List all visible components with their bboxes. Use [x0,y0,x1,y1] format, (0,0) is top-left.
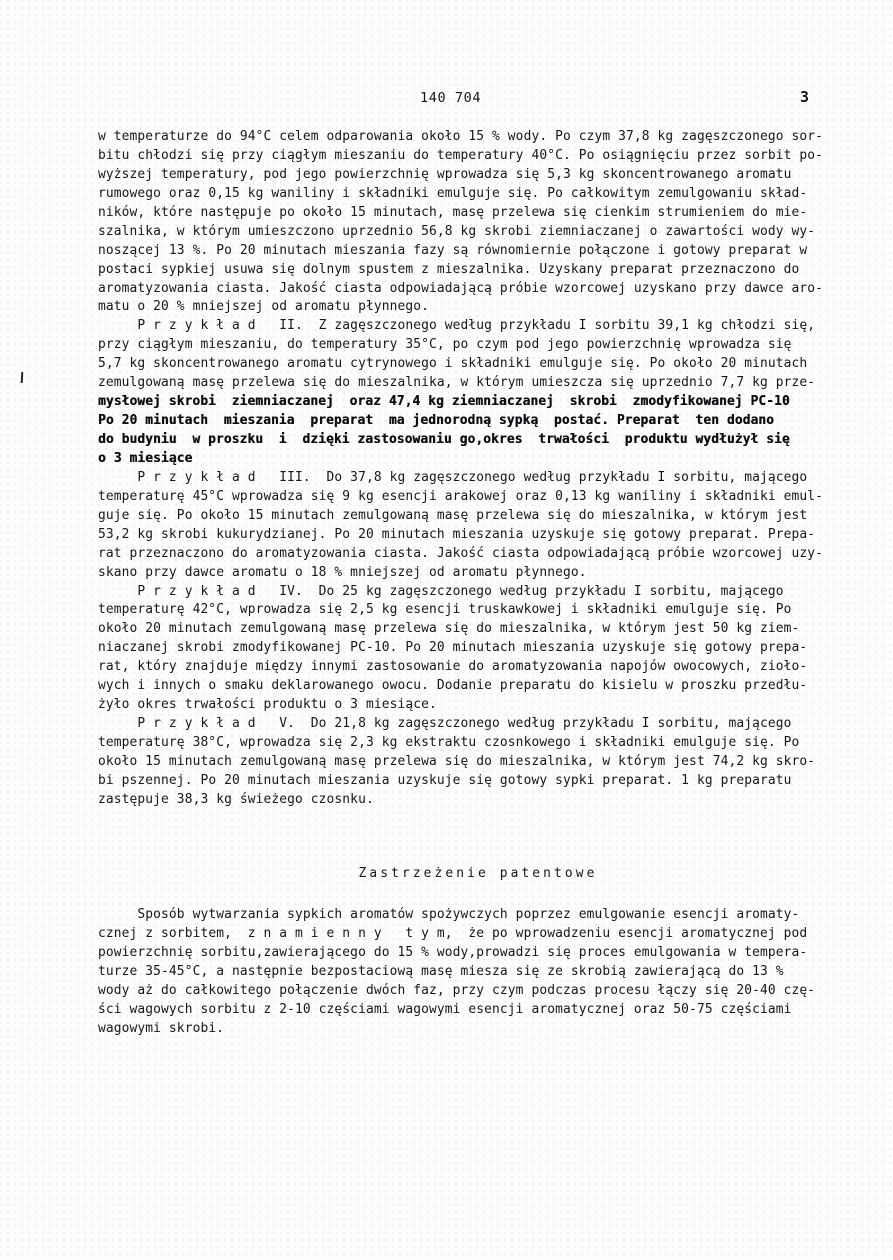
text-line: aromatyzowania ciasta. Jakość ciasta odpowiadającą próbie wzorcowej uzyskano przy dawce aro- [98,280,824,296]
text-line: szalnika, w którym umieszczono uprzednio 56,8 kg skrobi ziemniaczanej o zawartości wody wy- [98,223,816,239]
text-line: 5,7 kg skoncentrowanego aromatu cytrynowego i składniki emulguje się. Po około 20 minutach [98,356,808,372]
text-line: powierzchnię sorbitu,zawierającego do 15 % wody,prowadzi się proces emulgowania w tempera- [98,944,808,960]
text-line-correction: do budyniu w proszku i dzięki zastosowaniu go,okres trwałości produktu wydłużył się [98,432,790,447]
text-line: rat przeznaczono do aromatyzowania ciasta. Jakość ciasta odpowiadającą próbie wzorcowej uzy- [98,545,824,561]
text-line: skano przy dawce aromatu o 18 % mniejszej od aromatu płynnego. [98,564,587,580]
text-line: P r z y k ł a d IV. Do 25 kg zagęszczonego według przykładu I sorbitu, mającego [98,583,784,599]
text-line: zastępuje 38,3 kg świeżego czosnku. [98,791,374,807]
example-3-paragraph [98,469,858,583]
example-2-paragraph [98,317,858,469]
text-line-correction: Po 20 minutach mieszania preparat ma jednorodną sypką postać. Preparat ten dodano [98,413,775,429]
text-line: temperaturę 42°C, wprowadza się 2,5 kg esencji truskawkowej i składniki emulguje się. Po [98,602,792,618]
text-line: cznej z sorbitem, z n a m i e n n y t y m, że po wprowadzeniu esencji aromatycznej pod [98,925,808,941]
text-line: żyło okres trwałości produktu o 3 miesiące. [98,697,437,713]
text-line: wagowymi skrobi. [98,1020,225,1036]
text-line: P r z y k ł a d II. Z zagęszczonego według przykładu I sorbitu 39,1 kg chłodzi się, [98,318,816,334]
text-line: ników, które następuje po około 15 minutach, masę przelewa się cienkim strumieniem do mie- [98,204,808,220]
text-line: przy ciągłym mieszaniu, do temperatury 35°C, po czym pod jego powierzchnię wprowadza się [98,337,792,353]
text-line: zemulgowaną masę przelewa się do mieszalnika, w którym umieszcza się uprzednio 7,7 kg prze- [98,375,816,391]
text-line: P r z y k ł a d III. Do 37,8 kg zagęszczonego według przykładu I sorbitu, mającego [98,469,808,485]
text-line: turze 35-45°C, a następnie bezpostaciową masę miesza się ze skrobią zawierającą do 13 % [98,963,784,979]
text-line: bi pszennej. Po 20 minutach mieszania uzyskuje się gotowy sypki preparat. 1 kg preparatu [98,772,792,788]
text-line: około 15 minutach zemulgowaną masę przelewa się do mieszalnika, w którym jest 74,2 kg skro- [98,753,816,769]
text-line: Sposób wytwarzania sypkich aromatów spożywczych poprzez emulgowanie esencji aromaty- [98,907,800,922]
document-number: 140 704 [420,90,482,106]
text-line: temperaturę 45°C wprowadza się 9 kg esencji arakowej oraz 0,13 kg waniliny i składniki emul- [98,488,824,504]
text-line: noszącej 13 %. Po 20 minutach mieszania fazy są równomiernie połączone i gotowy preparat w [98,242,808,258]
page-number: 3 [800,88,810,106]
example-4-paragraph [98,583,858,716]
text-line-correction: o 3 miesiące [98,450,193,466]
text-line: rat, który znajduje między innymi zastosowanie do aromatyzowania napojów owocowych, zioło- [98,659,808,675]
claims-heading: Zastrzeżenie patentowe [358,866,598,881]
text-line: około 20 minutach zemulgowaną masę przelewa się do mieszalnika, w którym jest 50 kg ziem- [98,621,800,637]
margin-tick-mark [21,372,24,383]
document-body [98,128,858,810]
text-line: wych i innych o smaku deklarowanego owocu. Dodanie preparatu do kisielu w proszku przedłu- [98,678,808,694]
text-line: rumowego oraz 0,15 kg waniliny i składniki emulguje się. Po całkowitym zemulgowaniu skład- [98,185,808,201]
text-line: guje się. Po około 15 minutach zemulgowaną masę przelewa się do mieszalnika, w którym jest [98,507,808,523]
text-line: matu o 20 % mniejszej od aromatu płynnego. [98,299,429,315]
example-5-paragraph [98,715,858,810]
text-line: P r z y k ł a d V. Do 21,8 kg zagęszczonego według przykładu I sorbitu, mającego [98,716,792,732]
text-line-correction: mysłowej skrobi ziemniaczanej oraz 47,4 kg ziemniaczanej skrobi zmodyfikowanej PC-10 [98,394,790,410]
text-line: ści wagowych sorbitu z 2-10 częściami wagowymi esencji aromatycznej oraz 50-75 częściami [98,1001,792,1017]
running-head [0,90,893,112]
text-line: wody aż do całkowitego połączenie dwóch faz, przy czym podczas procesu łączy się 20-40 czę- [98,982,816,998]
text-line: bitu chłodzi się przy ciągłym mieszaniu do temperatury 40°C. Po osiągnięciu przez sorbit po- [98,147,824,163]
text-line: niaczanej skrobi zmodyfikowanej PC-10. Po 20 minutach mieszania uzyskuje się gotowy prepa- [98,640,808,656]
text-line: wyższej temperatury, pod jego powierzchnię wprowadza się 5,3 kg skoncentrowanego aromatu [98,166,792,182]
text-line: temperaturę 38°C, wprowadza się 2,3 kg ekstraktu czosnkowego i składniki emulguje się. Po [98,735,800,750]
text-line: postaci sypkiej usuwa się dolnym spustem z mieszalnika. Uzyskany preparat przeznaczono do [98,261,800,277]
text-line: w temperaturze do 94°C celem odparowania około 15 % wody. Po czym 37,8 kg zagęszczonego sor- [98,129,824,144]
claims-body [98,906,858,1039]
text-line: 53,2 kg skrobi kukurydzianej. Po 20 minutach mieszania uzyskuje się gotowy preparat. Prepa- [98,526,816,542]
paragraph-continuation [98,128,858,317]
